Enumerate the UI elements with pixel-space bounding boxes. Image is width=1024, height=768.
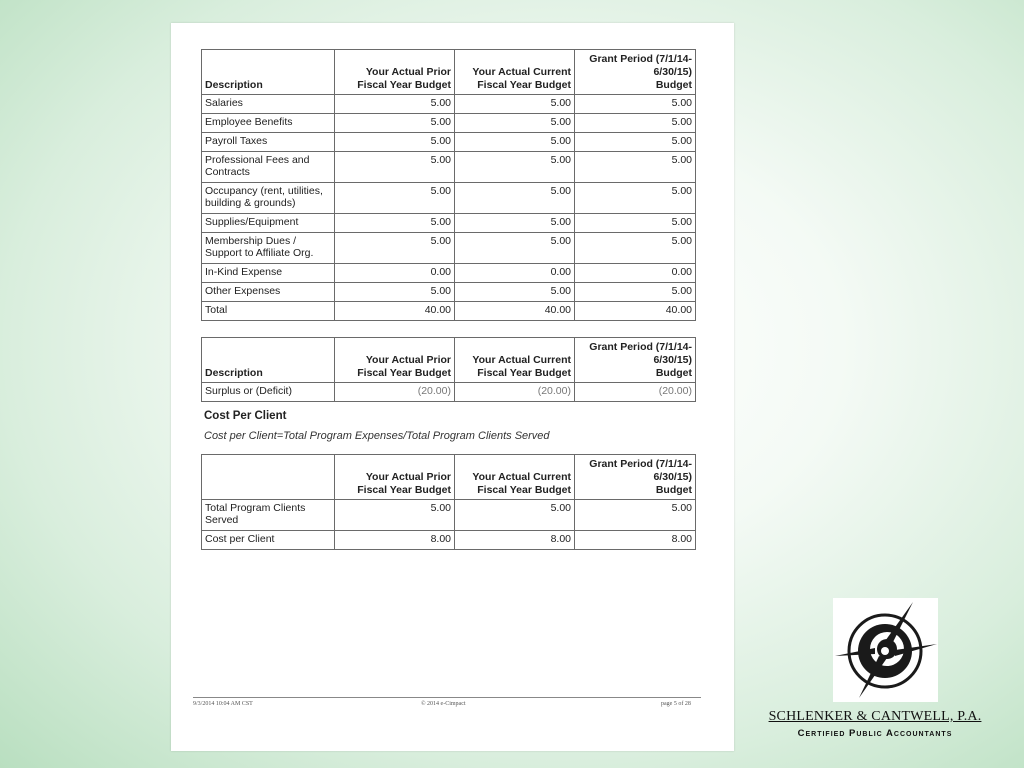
row-label: In-Kind Expense (202, 264, 335, 283)
grant-value: 5.00 (575, 95, 696, 114)
prior-value: 5.00 (335, 133, 455, 152)
current-value: 0.00 (455, 264, 575, 283)
prior-value: 0.00 (335, 264, 455, 283)
prior-value: 8.00 (335, 531, 455, 550)
grant-period-header: Grant Period (7/1/14- 6/30/15) Budget (575, 455, 696, 500)
prior-value: 5.00 (335, 500, 455, 531)
current-value: 40.00 (455, 302, 575, 321)
firm-logo (833, 598, 938, 702)
current-value: 5.00 (455, 114, 575, 133)
table-header-row (202, 455, 696, 500)
surplus-table (201, 337, 696, 402)
grant-value: 5.00 (575, 133, 696, 152)
grant-value: 8.00 (575, 531, 696, 550)
total-row (202, 302, 696, 321)
table-row (202, 283, 696, 302)
current-year-header: Your Actual Current Fiscal Year Budget (455, 455, 575, 500)
current-year-header: Your Actual Current Fiscal Year Budget (455, 338, 575, 383)
current-value: 8.00 (455, 531, 575, 550)
table-row (202, 152, 696, 183)
row-label: Payroll Taxes (202, 133, 335, 152)
table-row (202, 500, 696, 531)
footer-timestamp: 9/3/2014 10:04 AM CST (193, 701, 253, 707)
compass-target-logo-icon (833, 598, 938, 702)
table-row (202, 214, 696, 233)
grant-value: 0.00 (575, 264, 696, 283)
description-header: Description (202, 50, 335, 95)
prior-value: 40.00 (335, 302, 455, 321)
cost-per-client-heading: Cost Per Client (204, 410, 287, 422)
table-row (202, 531, 696, 550)
row-label: Salaries (202, 95, 335, 114)
grant-value: (20.00) (575, 383, 696, 402)
table-row (202, 114, 696, 133)
grant-value: 40.00 (575, 302, 696, 321)
prior-value: 5.00 (335, 183, 455, 214)
prior-value: 5.00 (335, 95, 455, 114)
table-row (202, 383, 696, 402)
prior-year-header: Your Actual Prior Fiscal Year Budget (335, 50, 455, 95)
current-value: 5.00 (455, 500, 575, 531)
grant-period-header: Grant Period (7/1/14- 6/30/15) Budget (575, 50, 696, 95)
cost-per-client-table (201, 454, 696, 550)
firm-subtitle: Certified Public Accountants (797, 728, 953, 739)
footer-copyright: © 2014 e-Cimpact (421, 701, 466, 707)
expense-budget-table (201, 49, 696, 321)
row-label: Occupancy (rent, utilities, building & grounds) (202, 183, 335, 214)
row-label: Supplies/Equipment (202, 214, 335, 233)
firm-name: SCHLENKER & CANTWELL, P.A. (768, 709, 982, 724)
cost-per-client-formula: Cost per Client=Total Program Expenses/Total Program Clients Served (204, 430, 550, 442)
document-page (171, 23, 734, 751)
current-value: 5.00 (455, 283, 575, 302)
table-row (202, 264, 696, 283)
prior-value: 5.00 (335, 152, 455, 183)
row-label: Other Expenses (202, 283, 335, 302)
grant-period-header: Grant Period (7/1/14- 6/30/15) Budget (575, 338, 696, 383)
prior-value: (20.00) (335, 383, 455, 402)
grant-value: 5.00 (575, 233, 696, 264)
footer-page-number: page 5 of 28 (661, 701, 691, 707)
current-value: 5.00 (455, 152, 575, 183)
table-row (202, 183, 696, 214)
prior-value: 5.00 (335, 114, 455, 133)
description-header (202, 455, 335, 500)
prior-value: 5.00 (335, 214, 455, 233)
current-value: 5.00 (455, 183, 575, 214)
table-header-row (202, 50, 696, 95)
current-value: 5.00 (455, 95, 575, 114)
grant-value: 5.00 (575, 183, 696, 214)
current-year-header: Your Actual Current Fiscal Year Budget (455, 50, 575, 95)
footer-divider (193, 697, 701, 698)
grant-value: 5.00 (575, 283, 696, 302)
table-header-row (202, 338, 696, 383)
description-header: Description (202, 338, 335, 383)
prior-value: 5.00 (335, 233, 455, 264)
grant-value: 5.00 (575, 114, 696, 133)
row-label: Total (202, 302, 335, 321)
grant-value: 5.00 (575, 214, 696, 233)
grant-value: 5.00 (575, 152, 696, 183)
table-row (202, 95, 696, 114)
table-row (202, 133, 696, 152)
row-label: Cost per Client (202, 531, 335, 550)
current-value: 5.00 (455, 233, 575, 264)
row-label: Membership Dues / Support to Affiliate Org. (202, 233, 335, 264)
grant-value: 5.00 (575, 500, 696, 531)
row-label: Surplus or (Deficit) (202, 383, 335, 402)
table-row (202, 233, 696, 264)
prior-year-header: Your Actual Prior Fiscal Year Budget (335, 455, 455, 500)
current-value: (20.00) (455, 383, 575, 402)
row-label: Employee Benefits (202, 114, 335, 133)
row-label: Total Program Clients Served (202, 500, 335, 531)
row-label: Professional Fees and Contracts (202, 152, 335, 183)
current-value: 5.00 (455, 214, 575, 233)
current-value: 5.00 (455, 133, 575, 152)
prior-year-header: Your Actual Prior Fiscal Year Budget (335, 338, 455, 383)
prior-value: 5.00 (335, 283, 455, 302)
